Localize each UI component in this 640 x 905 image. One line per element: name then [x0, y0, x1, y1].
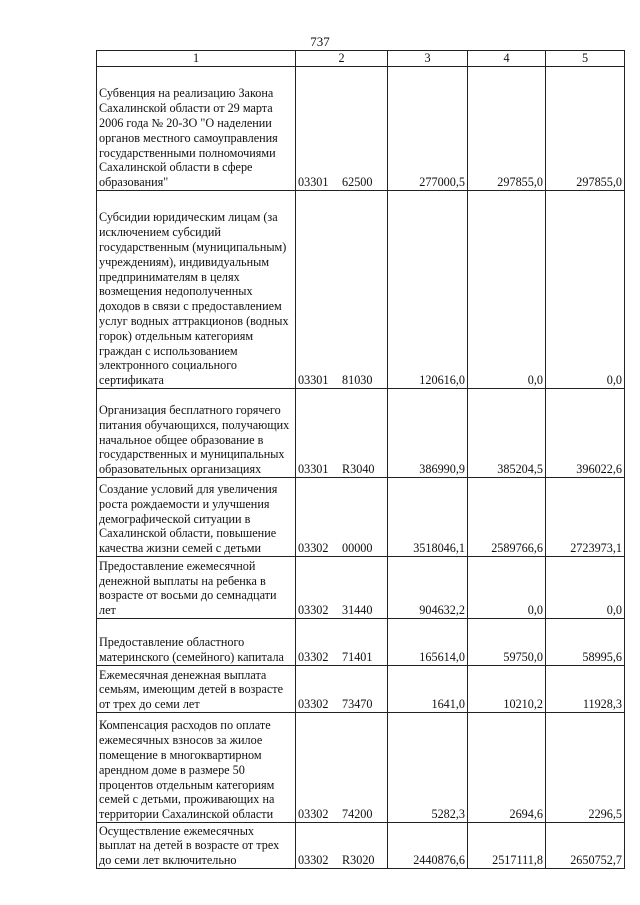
row-target-code: 81030	[342, 373, 373, 388]
column-header-1: 1	[97, 51, 296, 67]
row-target-code: 71401	[342, 650, 373, 665]
row-value-3: 120616,0	[388, 191, 468, 389]
row-value-4: 10210,2	[468, 666, 546, 713]
row-value-4: 2589766,6	[468, 478, 546, 557]
row-value-5: 396022,6	[546, 389, 625, 478]
table-row	[97, 666, 625, 713]
row-name: Ежемесячная денежная выплата семьям, имеющим детей в возрасте от трех до семи лет	[97, 666, 296, 713]
column-header-2: 2	[296, 51, 388, 67]
row-name: Предоставление ежемесячной денежной выплаты на ребенка в возрасте от восьми до семнадцати лет	[97, 557, 296, 619]
row-target-code: 00000	[342, 541, 373, 556]
row-value-3: 1641,0	[388, 666, 468, 713]
row-section: 03302	[298, 853, 329, 868]
row-value-4: 0,0	[468, 557, 546, 619]
row-value-3: 904632,2	[388, 557, 468, 619]
row-code	[296, 619, 388, 666]
table-row	[97, 557, 625, 619]
row-code	[296, 478, 388, 557]
column-header-5: 5	[546, 51, 625, 67]
row-name: Предоставление областного материнского (семейного) капитала	[97, 619, 296, 666]
row-target-code: 31440	[342, 603, 373, 618]
row-value-4: 2517111,8	[468, 823, 546, 869]
row-value-3: 165614,0	[388, 619, 468, 666]
row-value-5: 2650752,7	[546, 823, 625, 869]
row-section: 03301	[298, 175, 329, 190]
row-name: Субвенция на реализацию Закона Сахалинской области от 29 марта 2006 года № 20-ЗО "О наделении органов местного самоуправления государственными полномочиями Сахалинской области в сфере образования"	[97, 67, 296, 191]
row-target-code: R3020	[342, 853, 375, 868]
row-name: Осуществление ежемесячных выплат на детей в возрасте от трех до семи лет включительно	[97, 823, 296, 869]
row-name: Компенсация расходов по оплате ежемесячных взносов за жилое помещение в многоквартирном арендном доме в размере 50 процентов отдельным категориям семей с детьми, проживающих на территории Сахалинской области	[97, 713, 296, 823]
table-row	[97, 389, 625, 478]
row-value-3: 3518046,1	[388, 478, 468, 557]
table-row	[97, 713, 625, 823]
row-value-4: 297855,0	[468, 67, 546, 191]
row-name: Организация бесплатного горячего питания обучающихся, получающих начальное общее образование в государственных и муниципальных образовательных организациях	[97, 389, 296, 478]
row-code	[296, 67, 388, 191]
header-row	[97, 51, 625, 67]
row-value-5: 0,0	[546, 191, 625, 389]
row-name: Создание условий для увеличения роста рождаемости и улучшения демографической ситуации в Сахалинской области, повышение качества жизни семей с детьми	[97, 478, 296, 557]
row-target-code: 74200	[342, 807, 373, 822]
row-target-code: R3040	[342, 462, 375, 477]
row-value-3: 386990,9	[388, 389, 468, 478]
row-code	[296, 823, 388, 869]
row-code	[296, 191, 388, 389]
row-value-4: 2694,6	[468, 713, 546, 823]
row-target-code: 62500	[342, 175, 373, 190]
row-section: 03301	[298, 373, 329, 388]
row-section: 03302	[298, 697, 329, 712]
row-target-code: 73470	[342, 697, 373, 712]
row-code	[296, 713, 388, 823]
column-header-3: 3	[388, 51, 468, 67]
row-section: 03302	[298, 807, 329, 822]
row-value-3: 277000,5	[388, 67, 468, 191]
row-value-3: 2440876,6	[388, 823, 468, 869]
row-code	[296, 389, 388, 478]
column-header-4: 4	[468, 51, 546, 67]
row-value-5: 297855,0	[546, 67, 625, 191]
row-section: 03302	[298, 541, 329, 556]
row-section: 03302	[298, 650, 329, 665]
row-value-5: 2296,5	[546, 713, 625, 823]
row-value-5: 58995,6	[546, 619, 625, 666]
row-section: 03301	[298, 462, 329, 477]
row-value-5: 2723973,1	[546, 478, 625, 557]
table-row	[97, 478, 625, 557]
budget-table	[96, 50, 625, 869]
row-code	[296, 666, 388, 713]
page-number: 737	[310, 34, 330, 49]
row-name: Субсидии юридическим лицам (за исключением субсидий государственным (муниципальным) учреждениям), индивидуальным предпринимателям в целях возмещения недополученных доходов в связи с предоставлением услуг водных аттракционов (водных горок) отдельным категориям граждан с использованием электронного социального сертификата	[97, 191, 296, 389]
row-value-4: 59750,0	[468, 619, 546, 666]
table-row	[97, 191, 625, 389]
row-value-4: 385204,5	[468, 389, 546, 478]
row-value-5: 0,0	[546, 557, 625, 619]
row-code	[296, 557, 388, 619]
row-value-4: 0,0	[468, 191, 546, 389]
table-row	[97, 823, 625, 869]
row-value-3: 5282,3	[388, 713, 468, 823]
row-section: 03302	[298, 603, 329, 618]
table-row	[97, 67, 625, 191]
table-row	[97, 619, 625, 666]
row-value-5: 11928,3	[546, 666, 625, 713]
